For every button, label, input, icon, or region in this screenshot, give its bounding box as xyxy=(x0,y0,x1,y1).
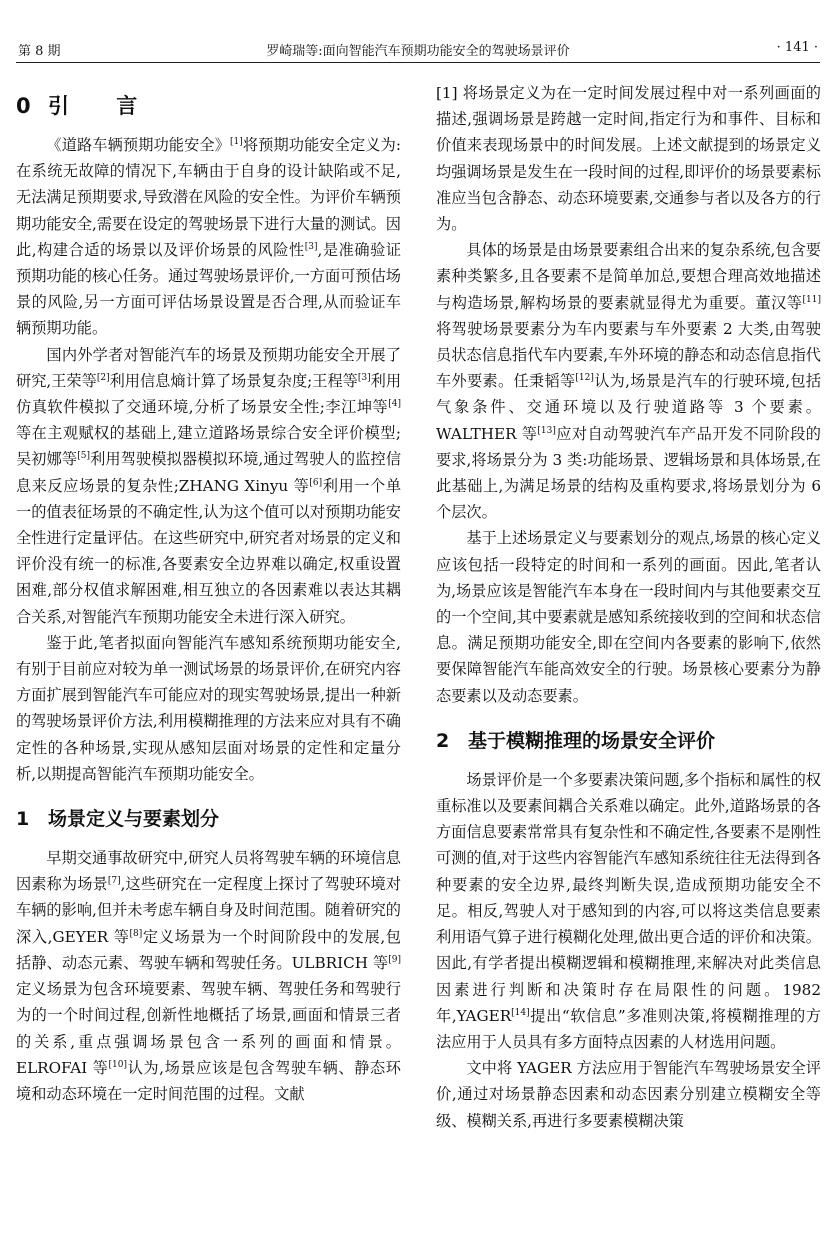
citation[interactable]: [6] xyxy=(309,477,323,488)
section-0-title: 引 言 xyxy=(48,94,158,118)
section-1-title: 场景定义与要素划分 xyxy=(48,808,220,831)
citation[interactable]: [4] xyxy=(388,399,401,410)
section-1-heading xyxy=(16,793,401,845)
section-2-title: 基于模糊推理的场景安全评价 xyxy=(468,729,716,752)
citation[interactable]: [12] xyxy=(575,373,594,384)
section-1-paragraph-1-continued: [1] 将场景定义为在一定时间发展过程中对一系列画面的描述,强调场景是跨越一定时间,指定行为和事件、目标和价值来表现场景中的时间发展。上述文献提到的场景定义均强调场景是发生在一段时间的过程,即评价的场景要素标准应当包含静态、动态环境要素,交通参与者以及各方的行为。 xyxy=(436,84,821,234)
citation[interactable]: [1] xyxy=(230,137,243,147)
running-title: 罗崎瑞等:面向智能汽车预期功能安全的驾驶场景评价 xyxy=(266,44,570,59)
section-0-heading xyxy=(16,80,401,132)
citation[interactable]: [8] xyxy=(129,928,143,939)
right-column xyxy=(436,80,821,1134)
issue-number: 第 8 期 xyxy=(18,44,61,59)
citation[interactable]: [3] xyxy=(304,241,318,252)
section-2-heading xyxy=(436,715,821,767)
section-2-paragraph-2: 文中将 YAGER 方法应用于智能汽车驾驶场景安全评价,通过对场景静态因素和动态因素分别建立模糊安全等级、模糊关系,再进行多要素模糊决策 xyxy=(436,1059,821,1130)
intro-paragraph-3: 鉴于此,笔者拟面向智能汽车感知系统预期功能安全,有别于目前应对较为单一测试场景的场景评价,在研究内容方面扩展到智能汽车可能应对的现实驾驶场景,提出一种新的驾驶场景评价方法,利用模糊推理的方法来应对具有不确定性的各种场景,实现从感知层面对场景的定性和定量分析,以期提高智能汽车预期功能安全。 xyxy=(16,633,401,783)
citation[interactable]: [14] xyxy=(511,1007,530,1018)
section-2-number: 2 xyxy=(436,729,450,752)
citation[interactable]: [9] xyxy=(388,954,401,965)
intro-paragraph-1: 《道路车辆预期功能安全》[1]将预期功能安全定义为:在系统无故障的情况下,车辆由于自身的设计缺陷或不足,无法满足预期要求,导致潜在风险的安全性。为评价车辆预期功能安全,需要在设定的驾驶场景下进行大量的测试。因此,构建合适的场景以及评价场景的风险性[3],是准确验证预期功能的核心任务。通过驾驶场景评价,一方面可预估场景的风险,另一方面可评估场景设置是否合理,从而验证车辆预期功能。 xyxy=(16,136,402,338)
citation[interactable]: [2] xyxy=(96,372,110,383)
citation[interactable]: [5] xyxy=(77,451,90,462)
citation[interactable]: [7] xyxy=(107,876,121,887)
left-column xyxy=(16,80,401,1107)
citation[interactable]: [10] xyxy=(108,1059,127,1070)
section-1-number: 1 xyxy=(16,808,30,831)
section-0-number: 0 xyxy=(16,94,31,118)
running-header xyxy=(16,36,820,63)
citation[interactable]: [11] xyxy=(802,294,821,305)
citation[interactable]: [13] xyxy=(537,425,556,436)
section-1-paragraph-3: 基于上述场景定义与要素划分的观点,场景的核心定义应该包括一段特定的时间和一系列的画面。因此,笔者认为,场景应该是智能汽车本身在一段时间内与其他要素交互的一个空间,其中要素就是感知系统接收到的空间和状态信息。满足预期功能安全,即在空间内各要素的影响下,依然要保障智能汽车能高效安全的行驶。场景核心要素分为静态要素以及动态要素。 xyxy=(436,529,821,705)
intro-paragraph-2: 国内外学者对智能汽车的场景及预期功能安全开展了研究,王荣等[2]利用信息熵计算了场景复杂度;王程等[3]利用仿真软件模拟了交通环境,分析了场景安全性;李江坤等[4]等在主观赋权的基础上,建立道路场景综合安全评价模型;吴初娜等[5]利用驾驶模拟器模拟环境,通过驾驶人的监控信息来反应场景的复杂性;ZHANG Xinyu 等[6]利用一个单一的值表征场景的不确定性,认为这个值可以对预期功能安全性进行定量评估。在这些研究中,研究者对场景的定义和评价没有统一的标准,各要素安全边界难以确定,权重设置困难,部分权值求解困难,相互独立的各因素难以表达其耦合关系,对智能汽车预期功能安全未进行深入研究。 xyxy=(16,345,402,626)
citation[interactable]: [3] xyxy=(357,372,371,383)
section-1-paragraph-2: 具体的场景是由场景要素组合出来的复杂系统,包含要素种类繁多,且各要素不是简单加总,要想合理高效地描述与构造场景,解构场景的要素就显得尤为重要。董汉等[11]将驾驶场景要素分为车内要素与车外要素 2 大类,由驾驶员状态信息指代车内要素,车外环境的静态和动态信息指代车外要素。任秉韬等[12]认为,场景是汽车的行驶环境,包括气象条件、交通环境以及行驶道路等 3 个要素。WALTHER 等[13]应对自动驾驶汽车产品开发不同阶段的要求,将场景分为 3 类:功能场景、逻辑场景和具体场景,在此基础上,为满足场景的结构及重构要求,将场景划分为 6 个层次。 xyxy=(436,241,822,522)
section-1-paragraph-1: 早期交通事故研究中,研究人员将驾驶车辆的环境信息因素称为场景[7],这些研究在一定程度上探讨了驾驶环境对车辆的影响,但并未考虑车辆自身及时间范围。随着研究的深入,GEYER 等[8]定义场景为一个时间阶段中的发展,包括静、动态元素、驾驶车辆和驾驶任务。ULBRICH 等[9]定义场景为包含环境要素、驾驶车辆、驾驶任务和驾驶行为的一个时间过程,创新性地概括了场景,画面和情景三者的关系,重点强调场景包含一系列的画面和情景。ELROFAI 等[10]认为,场景应该是包含驾驶车辆、静态环境和动态环境在一定时间范围的过程。文献 xyxy=(16,849,402,1103)
section-2-paragraph-1: 场景评价是一个多要素决策问题,多个指标和属性的权重标准以及要素间耦合关系难以确定。此外,道路场景的各方面信息要素常常具有复杂性和不确定性,各要素不是刚性可测的值,对于这些内容智能汽车感知系统往往无法得到各种要素的安全边界,最终判断失误,造成预期功能安全不足。相反,驾驶人对于感知到的内容,可以将这类信息要素利用语气算子进行模糊化处理,做出更合适的评价和决策。因此,有学者提出模糊逻辑和模糊推理,来解决对此类信息因素进行判断和决策时存在局限性的问题。1982 年,YAGER[14]提出“软信息”多准则决策,将模糊推理的方法应用于人员具有多方面特点因素的人材选用问题。 xyxy=(436,770,822,1051)
page-number: · 141 · xyxy=(776,40,818,55)
